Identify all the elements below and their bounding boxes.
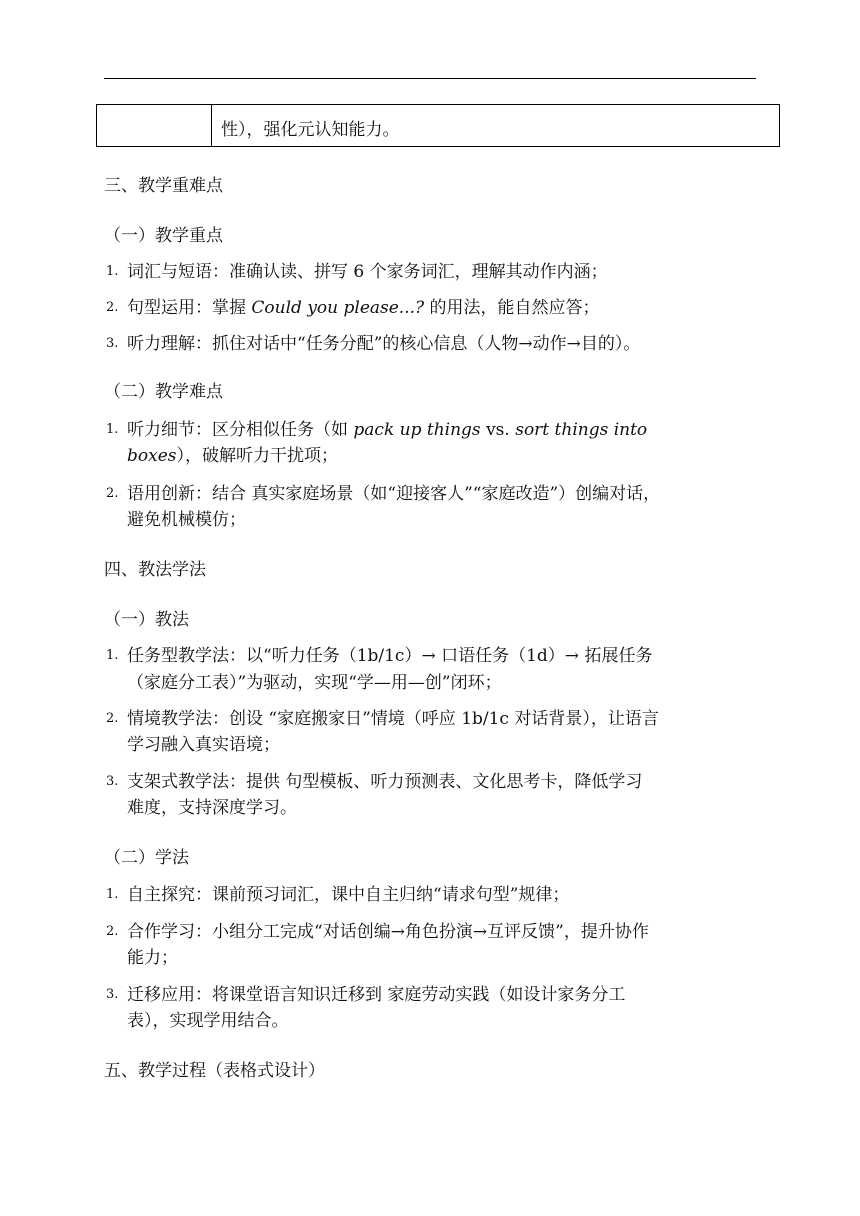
subheading-learning-methods: （二）学法 bbox=[104, 848, 189, 868]
list-number: 1. bbox=[106, 264, 119, 279]
list-item: 听力细节：区分相似任务（如 pack up things vs. sort things into bbox=[127, 420, 648, 440]
list-item: 听力理解：抓住对话中“任务分配”的核心信息（人物→动作→目的）。 bbox=[127, 334, 641, 354]
list-item: 自主探究：课前预习词汇，课中自主归纳“请求句型”规律； bbox=[127, 885, 570, 905]
list-item: 任务型教学法：以“听力任务（1b/1c）→ 口语任务（1d）→ 拓展任务 bbox=[127, 646, 653, 666]
list-item-continuation: boxes），破解听力干扰项； bbox=[127, 446, 338, 466]
list-item: 语用创新：结合 真实家庭场景（如“迎接客人”“家庭改造”）创编对话， bbox=[127, 484, 661, 504]
list-item: 合作学习：小组分工完成“对话创编→角色扮演→互评反馈”，提升协作 bbox=[127, 922, 649, 942]
list-item: 支架式教学法：提供 句型模板、听力预测表、文化思考卡，降低学习 bbox=[127, 772, 643, 792]
list-number: 3. bbox=[106, 774, 119, 789]
list-item: 情境教学法：创设 “家庭搬家日”情境（呼应 1b/1c 对话背景），让语言 bbox=[127, 709, 659, 729]
subheading-key-points: （一）教学重点 bbox=[104, 226, 223, 246]
list-number: 3. bbox=[106, 336, 119, 351]
list-item-continuation: （家庭分工表）”为驱动，实现“学—用—创”闭环； bbox=[127, 673, 502, 693]
table-column-divider bbox=[211, 105, 212, 146]
list-item-continuation: 避免机械模仿； bbox=[127, 510, 246, 530]
table-cell-text: 性），强化元认知能力。 bbox=[221, 120, 400, 140]
list-number: 1. bbox=[106, 422, 119, 437]
list-number: 1. bbox=[106, 648, 119, 663]
section-heading-3: 三、教学重难点 bbox=[104, 176, 223, 196]
list-item: 词汇与短语：准确认读、拼写 6 个家务词汇，理解其动作内涵； bbox=[127, 262, 608, 282]
list-number: 2. bbox=[106, 924, 119, 939]
list-number: 1. bbox=[106, 887, 119, 902]
list-item: 迁移应用：将课堂语言知识迁移到 家庭劳动实践（如设计家务分工 bbox=[127, 985, 626, 1005]
header-rule bbox=[104, 78, 756, 79]
list-item-continuation: 表），实现学用结合。 bbox=[127, 1011, 289, 1031]
list-item-continuation: 学习融入真实语境； bbox=[127, 735, 280, 755]
list-item: 句型运用：掌握 Could you please...? 的用法，能自然应答； bbox=[127, 298, 600, 318]
section-heading-5: 五、教学过程（表格式设计） bbox=[104, 1061, 325, 1081]
subheading-difficulties: （二）教学难点 bbox=[104, 382, 223, 402]
list-number: 3. bbox=[106, 987, 119, 1002]
continued-table bbox=[96, 104, 780, 147]
list-item-continuation: 能力； bbox=[127, 948, 178, 968]
list-number: 2. bbox=[106, 711, 119, 726]
section-heading-4: 四、教法学法 bbox=[104, 560, 206, 580]
subheading-teaching-methods: （一）教法 bbox=[104, 610, 189, 630]
list-item-continuation: 难度，支持深度学习。 bbox=[127, 798, 297, 818]
list-number: 2. bbox=[106, 300, 119, 315]
list-number: 2. bbox=[106, 486, 119, 501]
